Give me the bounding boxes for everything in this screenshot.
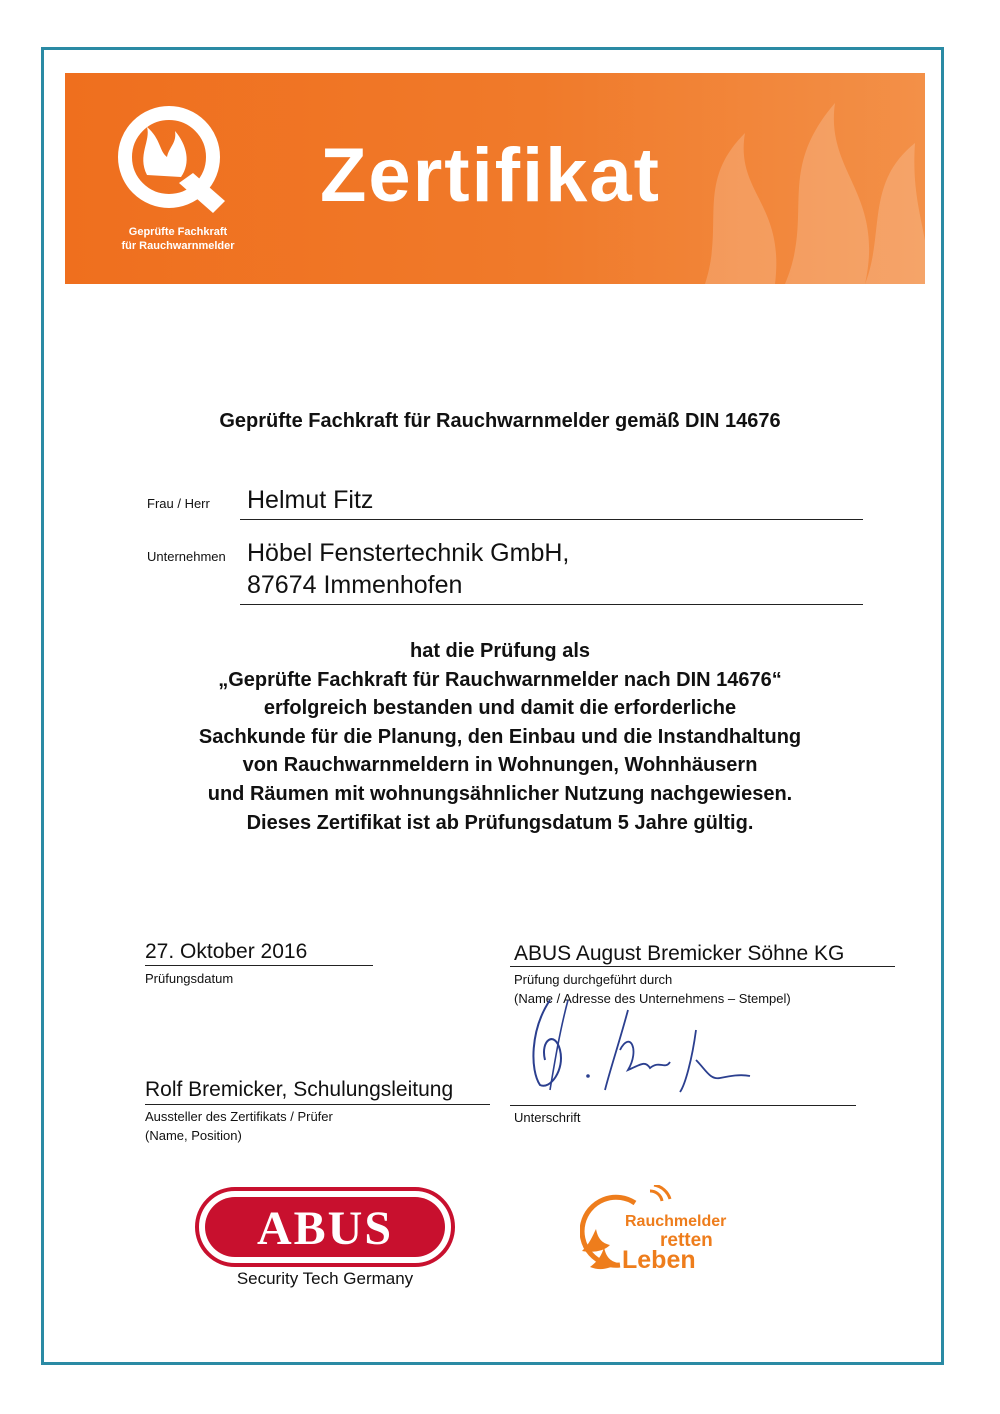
- q-flame-logo-icon: [117, 105, 229, 217]
- company-underline: [240, 604, 863, 605]
- name-label: Frau / Herr: [147, 496, 210, 511]
- abus-logo-icon: [195, 1187, 455, 1267]
- body-line: und Räumen mit wohnungsähnlicher Nutzung nachgewiesen.: [207, 782, 793, 805]
- issuer-label1: Aussteller des Zertifikats / Prüfer: [145, 1109, 333, 1124]
- qualification-heading: Geprüfte Fachkraft für Rauchwarnmelder gemäß DIN 14676: [219, 410, 781, 432]
- exam-company-label2: (Name / Adresse des Unternehmens – Stempel): [514, 991, 791, 1006]
- header-banner: [65, 73, 925, 284]
- exam-date-underline: [145, 965, 373, 966]
- name-value: Helmut Fitz: [247, 486, 374, 514]
- certificate-title: Zertifikat: [320, 133, 661, 218]
- issuer-label2: (Name, Position): [145, 1128, 242, 1143]
- abus-tagline: Security Tech Germany: [236, 1269, 414, 1288]
- body-line: Dieses Zertifikat ist ab Prüfungsdatum 5 Jahre gültig.: [246, 811, 754, 834]
- exam-company-label1: Prüfung durchgeführt durch: [514, 972, 673, 987]
- logo-caption-line2: für Rauchwarnmelder: [121, 240, 235, 252]
- exam-company-value: ABUS August Bremicker Söhne KG: [514, 942, 845, 965]
- flame-watermark-icon: [665, 73, 925, 284]
- rrl-line1: Rauchmelder: [625, 1213, 727, 1230]
- rrl-line2: retten: [660, 1230, 713, 1251]
- company-label: Unternehmen: [147, 549, 226, 564]
- name-underline: [240, 519, 863, 520]
- body-line: erfolgreich bestanden und damit die erforderliche: [263, 697, 737, 720]
- signature-underline: [510, 1105, 856, 1106]
- company-line1: Höbel Fenstertechnik GmbH,: [247, 539, 570, 567]
- abus-logo-text: ABUS: [256, 1202, 394, 1255]
- handwritten-signature-icon: [510, 990, 770, 1100]
- body-line: hat die Prüfung als: [409, 640, 591, 662]
- logo-caption-line1: Geprüfte Fachkraft: [128, 226, 228, 238]
- issuer-underline: [145, 1104, 490, 1105]
- exam-date-value: 27. Oktober 2016: [145, 940, 308, 963]
- company-line2: 87674 Immenhofen: [247, 571, 463, 599]
- exam-date-label: Prüfungsdatum: [145, 971, 234, 986]
- logo-caption: [103, 225, 253, 253]
- rrl-line3: Leben: [622, 1246, 696, 1274]
- signature-label: Unterschrift: [514, 1110, 581, 1125]
- body-line: „Geprüfte Fachkraft für Rauchwarnmelder nach DIN 14676“: [218, 668, 782, 691]
- body-line: Sachkunde für die Planung, den Einbau und die Instandhaltung: [198, 725, 802, 748]
- body-line: von Rauchwarnmeldern in Wohnungen, Wohnhäusern: [242, 754, 758, 777]
- certificate-body: [0, 637, 1000, 837]
- issuer-value: Rolf Bremicker, Schulungsleitung: [145, 1078, 454, 1101]
- exam-company-underline: [510, 966, 895, 967]
